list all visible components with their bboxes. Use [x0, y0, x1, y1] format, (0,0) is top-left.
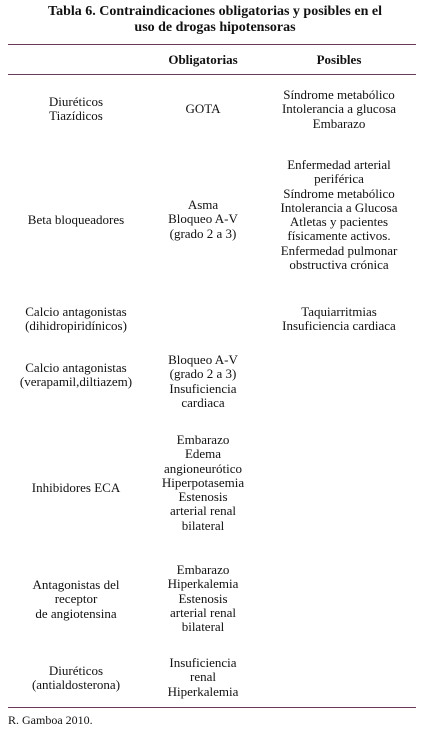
- row-2-posibles: Enfermedad arterial periférica Síndrome metabólico Intolerancia a Glucosa Atletas y pacientes físicamente activos. Enfermedad pulmonar obstructiva crónica: [280, 157, 398, 273]
- table-title: [0, 4, 430, 36]
- header-obligatorias: Obligatorias: [168, 52, 238, 67]
- row-5-obligatorias: Embarazo Edema angioneurótico Hiperpotasemia Estenosis arterial renal bilateral: [161, 432, 245, 533]
- row-5-drug: Inhibidores ECA: [31, 480, 121, 495]
- row-1-drug: Diuréticos Tiazídicos: [48, 94, 104, 124]
- row-3-drug: Calcio antagonistas (dihidropiridínicos): [25, 304, 127, 334]
- bottom-rule: [8, 707, 416, 708]
- top-rule: [8, 44, 416, 45]
- row-7-drug: Diuréticos (antialdosterona): [31, 663, 121, 693]
- header-posibles: Posibles: [316, 52, 362, 67]
- row-6-obligatorias: Embarazo Hiperkalemia Estenosis arterial renal bilateral: [167, 562, 239, 635]
- row-2-obligatorias: Asma Bloqueo A-V (grado 2 a 3): [168, 197, 238, 241]
- table-title-line-2: uso de drogas hipotensoras: [134, 20, 296, 35]
- row-4-drug: Calcio antagonistas (verapamil,diltiazem): [19, 360, 133, 390]
- row-6-drug: Antagonistas del receptor de angiotensina: [32, 577, 120, 621]
- row-7-obligatorias: Insuficiencia renal Hiperkalemia: [167, 655, 239, 699]
- row-4-obligatorias: Bloqueo A-V (grado 2 a 3) Insuficiencia cardiaca: [168, 352, 238, 410]
- row-3-posibles: Taquiarritmias Insuficiencia cardiaca: [282, 304, 396, 334]
- row-1-obligatorias: GOTA: [185, 101, 221, 116]
- header-rule: [8, 74, 416, 75]
- row-1-posibles: Síndrome metabólico Intolerancia a glucosa Embarazo: [281, 87, 397, 131]
- row-2-drug: Beta bloqueadores: [27, 212, 125, 227]
- table-source-note: R. Gamboa 2010.: [8, 713, 93, 727]
- table-title-line-1: Tabla 6. Contraindicaciones obligatorias y posibles en el: [48, 4, 382, 19]
